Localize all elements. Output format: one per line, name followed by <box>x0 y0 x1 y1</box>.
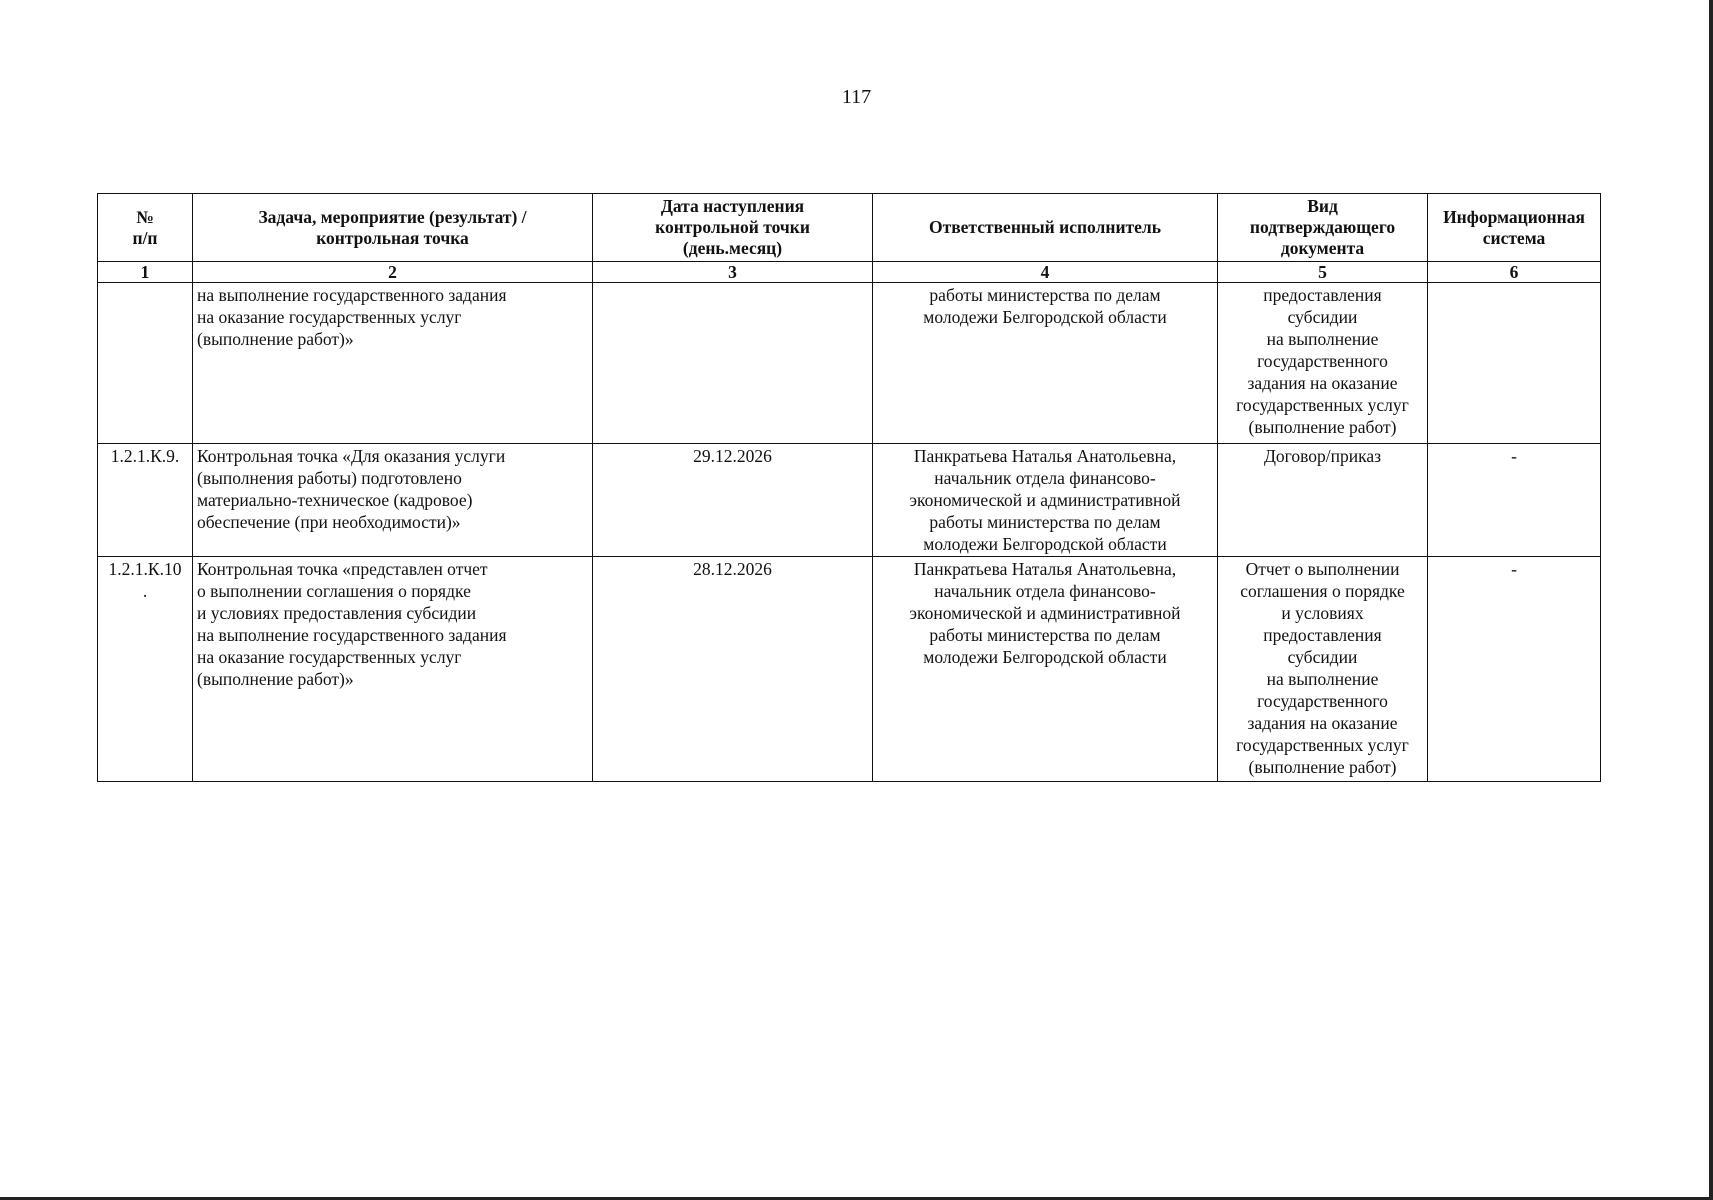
row-task: на выполнение государственного задания на оказание государственных услуг (выполнение работ)» <box>193 283 593 444</box>
row-document: Договор/приказ <box>1218 444 1428 557</box>
column-number: 5 <box>1218 262 1428 283</box>
row-number <box>98 283 193 444</box>
header-number: № п/п <box>98 194 193 262</box>
header-row <box>98 194 1601 262</box>
row-task: Контрольная точка «представлен отчет о выполнении соглашения о порядке и условиях предоставления субсидии на выполнение государственного задания на оказание государственных услуг (выполнение работ)» <box>193 557 593 782</box>
row-system <box>1428 283 1601 444</box>
row-executor: Панкратьева Наталья Анатольевна, начальник отдела финансово- экономической и административной работы министерства по делам молодежи Белгородской области <box>873 444 1218 557</box>
column-number: 6 <box>1428 262 1601 283</box>
row-document: Отчет о выполнении соглашения о порядке и условиях предоставления субсидии на выполнение государственного задания на оказание государственных услуг (выполнение работ) <box>1218 557 1428 782</box>
row-system: - <box>1428 444 1601 557</box>
header-date: Дата наступления контрольной точки (день.месяц) <box>593 194 873 262</box>
header-system: Информационная система <box>1428 194 1601 262</box>
row-number: 1.2.1.К.10 . <box>98 557 193 782</box>
row-document: предоставления субсидии на выполнение государственного задания на оказание государственных услуг (выполнение работ) <box>1218 283 1428 444</box>
header-document: Вид подтверждающего документа <box>1218 194 1428 262</box>
row-executor: Панкратьева Наталья Анатольевна, начальник отдела финансово- экономической и административной работы министерства по делам молодежи Белгородской области <box>873 557 1218 782</box>
row-date: 29.12.2026 <box>593 444 873 557</box>
control-points-table <box>97 193 1601 782</box>
header-task: Задача, мероприятие (результат) / контрольная точка <box>193 194 593 262</box>
row-system: - <box>1428 557 1601 782</box>
row-executor: работы министерства по делам молодежи Белгородской области <box>873 283 1218 444</box>
column-number-row <box>98 262 1601 283</box>
row-number: 1.2.1.К.9. <box>98 444 193 557</box>
scan-edge-right <box>1709 0 1713 1200</box>
column-number: 3 <box>593 262 873 283</box>
table-row <box>98 444 1601 557</box>
row-task: Контрольная точка «Для оказания услуги (выполнения работы) подготовлено материально-техническое (кадровое) обеспечение (при необходимости)» <box>193 444 593 557</box>
header-executor: Ответственный исполнитель <box>873 194 1218 262</box>
column-number: 2 <box>193 262 593 283</box>
row-date: 28.12.2026 <box>593 557 873 782</box>
table-row <box>98 283 1601 444</box>
page-number: 117 <box>841 86 872 108</box>
row-date <box>593 283 873 444</box>
column-number: 1 <box>98 262 193 283</box>
column-number: 4 <box>873 262 1218 283</box>
table-row <box>98 557 1601 782</box>
